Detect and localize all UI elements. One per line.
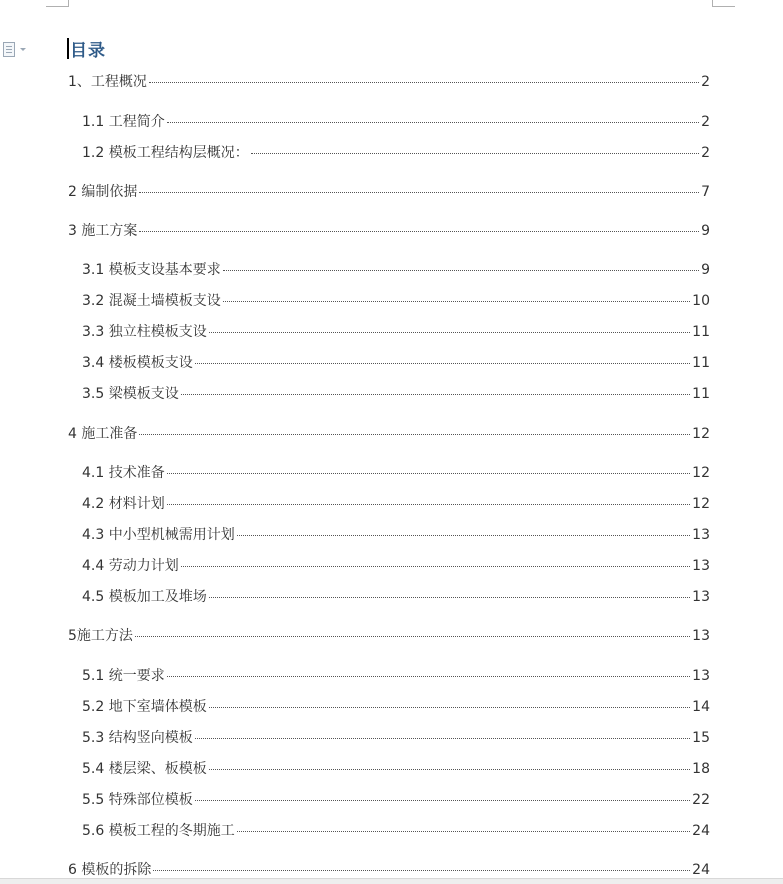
toc-entry-label: 4.4 劳动力计划 <box>82 558 179 574</box>
toc-page-number: 13 <box>692 558 710 574</box>
toc-dot-leader <box>237 535 690 536</box>
toc-entry[interactable] <box>82 143 710 163</box>
toc-page-number: 13 <box>692 589 710 605</box>
toc-entry-label: 5.6 模板工程的冬期施工 <box>82 823 235 839</box>
toc-entry[interactable] <box>68 424 710 444</box>
toc-dot-leader <box>181 566 690 567</box>
toc-page-number: 2 <box>701 74 710 90</box>
toc-page-number: 9 <box>701 223 710 239</box>
toc-entry-label: 2 编制依据 <box>68 184 138 200</box>
toc-entry-label: 5施工方法 <box>68 628 133 644</box>
toc-entry[interactable] <box>82 728 710 748</box>
page-corner-mark-left <box>46 0 69 7</box>
document-icon <box>3 42 15 57</box>
toc-entry-label: 3.1 模板支设基本要求 <box>82 262 221 278</box>
toc-entry[interactable] <box>82 260 710 280</box>
toc-dot-leader <box>237 831 690 832</box>
toc-page-number: 13 <box>692 527 710 543</box>
toc-entry-label: 3.2 混凝土墙模板支设 <box>82 293 221 309</box>
toc-page-number: 13 <box>692 628 710 644</box>
toc-dot-leader <box>209 597 690 598</box>
toc-entry-label: 5.5 特殊部位模板 <box>82 792 193 808</box>
toc-entry[interactable] <box>68 860 710 880</box>
page-corner-mark-right <box>712 0 735 7</box>
toc-entry-label: 3.5 梁模板支设 <box>82 386 179 402</box>
toc-entry[interactable] <box>82 322 710 342</box>
toc-dot-leader <box>195 738 690 739</box>
toc-entry-label: 3 施工方案 <box>68 223 138 239</box>
toc-dot-leader <box>167 122 699 123</box>
toc-entry-label: 4 施工准备 <box>68 426 138 442</box>
toc-entry-label: 1、工程概况 <box>68 74 147 90</box>
toc-entry[interactable] <box>82 821 710 841</box>
toc-dot-leader <box>139 231 699 232</box>
toc-entry[interactable] <box>68 221 710 241</box>
toc-page-number: 22 <box>692 792 710 808</box>
toc-entry[interactable] <box>82 759 710 779</box>
toc-page-number: 13 <box>692 668 710 684</box>
toc-dot-leader <box>135 636 690 637</box>
chevron-down-icon <box>20 48 26 51</box>
toc-dot-leader <box>223 270 699 271</box>
toc-entry-label: 5.2 地下室墙体模板 <box>82 699 207 715</box>
toc-dot-leader <box>139 192 699 193</box>
toc-entry-label: 1.1 工程简介 <box>82 114 165 130</box>
toc-entry-label: 5.3 结构竖向模板 <box>82 730 193 746</box>
toc-entry-label: 4.2 材料计划 <box>82 496 165 512</box>
toc-title: 目录 <box>70 41 106 61</box>
toc-page-number: 10 <box>692 293 710 309</box>
document-menu-button[interactable] <box>3 40 29 58</box>
toc-entry-label: 1.2 模板工程结构层概况： <box>82 145 249 161</box>
toc-entry-label: 3.4 楼板模板支设 <box>82 355 193 371</box>
toc-dot-leader <box>139 434 690 435</box>
toc-entry-label: 6 模板的拆除 <box>68 862 152 878</box>
toc-page-number: 2 <box>701 114 710 130</box>
toc-entry[interactable] <box>82 463 710 483</box>
toc-dot-leader <box>251 153 699 154</box>
toc-page-number: 12 <box>692 426 710 442</box>
toc-dot-leader <box>167 676 690 677</box>
toc-page-number: 24 <box>692 823 710 839</box>
toc-entry[interactable] <box>82 494 710 514</box>
toc-entry-label: 5.1 统一要求 <box>82 668 165 684</box>
toc-entry[interactable] <box>82 112 710 132</box>
page-bottom-edge <box>0 878 783 884</box>
toc-entry[interactable] <box>82 666 710 686</box>
toc-dot-leader <box>149 82 699 83</box>
toc-dot-leader <box>223 301 690 302</box>
toc-entry[interactable] <box>82 556 710 576</box>
toc-dot-leader <box>195 800 690 801</box>
toc-dot-leader <box>209 332 690 333</box>
toc-entry-label: 4.1 技术准备 <box>82 465 165 481</box>
toc-dot-leader <box>209 769 690 770</box>
toc-entry[interactable] <box>82 291 710 311</box>
toc-page-number: 14 <box>692 699 710 715</box>
toc-entry-label: 4.5 模板加工及堆场 <box>82 589 207 605</box>
toc-dot-leader <box>167 473 690 474</box>
toc-entry[interactable] <box>68 72 710 92</box>
toc-page-number: 12 <box>692 465 710 481</box>
toc-page-number: 11 <box>692 355 710 371</box>
toc-dot-leader <box>209 707 690 708</box>
toc-entry-label: 4.3 中小型机械需用计划 <box>82 527 235 543</box>
toc-entry[interactable] <box>82 697 710 717</box>
toc-dot-leader <box>167 504 690 505</box>
toc-dot-leader <box>195 363 690 364</box>
toc-page-number: 2 <box>701 145 710 161</box>
toc-entry[interactable] <box>68 182 710 202</box>
toc-entry[interactable] <box>82 790 710 810</box>
toc-entry[interactable] <box>82 525 710 545</box>
toc-entry[interactable] <box>82 353 710 373</box>
toc-page-number: 12 <box>692 496 710 512</box>
text-cursor <box>67 38 69 59</box>
toc-entry[interactable] <box>82 384 710 404</box>
toc-page-number: 18 <box>692 761 710 777</box>
toc-dot-leader <box>181 394 690 395</box>
toc-page-number: 11 <box>692 324 710 340</box>
toc-page-number: 15 <box>692 730 710 746</box>
toc-entry-label: 3.3 独立柱模板支设 <box>82 324 207 340</box>
toc-page-number: 9 <box>701 262 710 278</box>
toc-entry[interactable] <box>68 626 710 646</box>
toc-page-number: 7 <box>701 184 710 200</box>
toc-entry[interactable] <box>82 587 710 607</box>
toc-entry-label: 5.4 楼层梁、板模板 <box>82 761 207 777</box>
toc-dot-leader <box>153 870 690 871</box>
toc-page-number: 24 <box>692 862 710 878</box>
toc-page-number: 11 <box>692 386 710 402</box>
